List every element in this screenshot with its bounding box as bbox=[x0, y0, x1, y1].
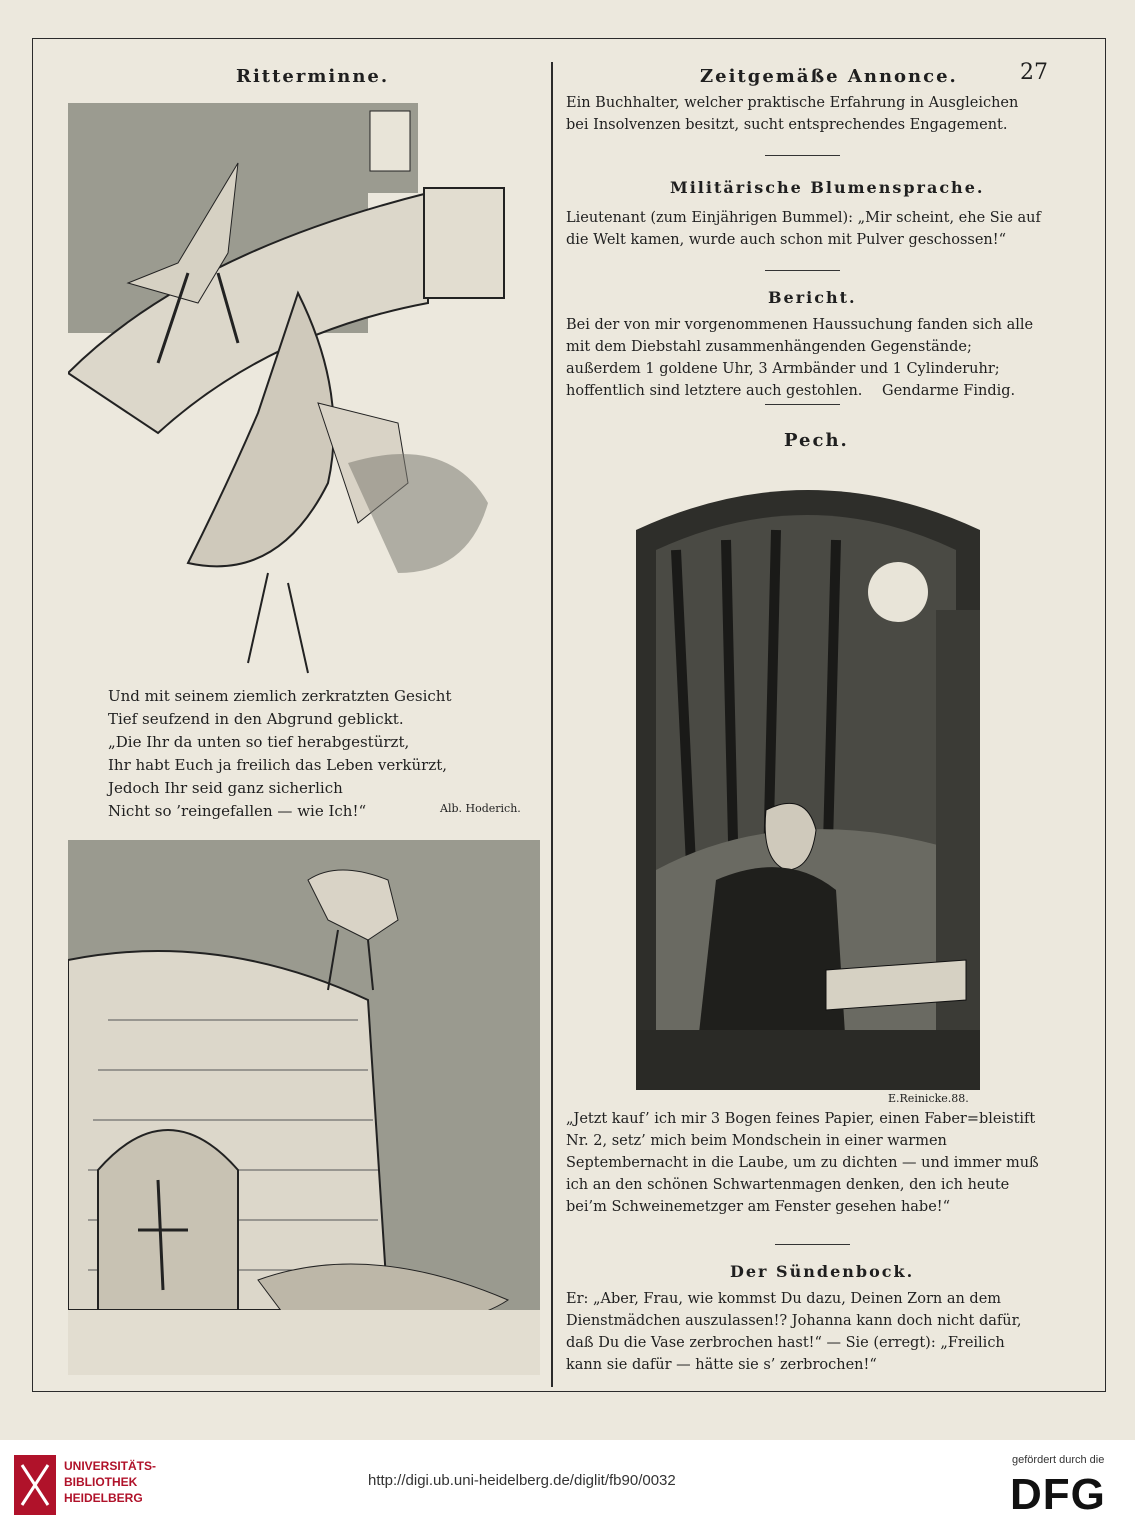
illustration-man-at-window bbox=[636, 470, 980, 1090]
bericht-title: Bericht. bbox=[768, 288, 857, 307]
dfg-logo: DFG bbox=[1010, 1470, 1106, 1519]
knight-falling-drawing bbox=[68, 103, 530, 678]
university-seal-icon bbox=[14, 1455, 56, 1515]
separator-rule bbox=[765, 155, 840, 156]
blumen-title: Militärische Blumensprache. bbox=[670, 178, 985, 197]
annonce-title: Zeitgemäße Annonce. bbox=[700, 66, 958, 87]
tower-wall-drawing bbox=[68, 840, 540, 1375]
library-name-line3: HEIDELBERG bbox=[64, 1491, 143, 1505]
man-at-window-drawing bbox=[636, 470, 980, 1090]
illustration-tower-wall bbox=[68, 840, 540, 1375]
separator-rule bbox=[765, 404, 840, 405]
source-url-link[interactable]: http://digi.ub.uni-heidelberg.de/diglit/fb90/0032 bbox=[368, 1472, 676, 1489]
separator-rule bbox=[775, 1244, 850, 1245]
verse-line: Ihr habt Euch ja freilich das Leben verkürzt, bbox=[108, 756, 448, 774]
blumen-text: Lieutenant (zum Einjährigen Bummel): „Mir scheint, ehe Sie auf die Welt kamen, wurde auch schon mit Pulver geschossen!“ bbox=[566, 210, 1041, 248]
verse-line: Jedoch Ihr seid ganz sicherlich bbox=[108, 779, 343, 797]
digitization-footer bbox=[0, 1440, 1135, 1531]
ritterminne-title: Ritterminne. bbox=[236, 66, 390, 87]
verse-line: Nicht so ’reingefallen — wie Ich!“ bbox=[108, 802, 367, 820]
pech-text: „Jetzt kauf’ ich mir 3 Bogen feines Papier, einen Faber=bleistift Nr. 2, setz’ mich beim Mondschein in einer warmen Septembernacht in die Laube, um zu dichten — und immer muß ich an den schönen Schwartenmagen denken, den ich heute bei’m Schweinemetzger am Fenster gesehen habe!“ bbox=[566, 1111, 1039, 1215]
library-name-line2: BIBLIOTHEK bbox=[64, 1475, 138, 1489]
pech-title: Pech. bbox=[784, 430, 849, 451]
annonce-text: Ein Buchhalter, welcher praktische Erfahrung in Ausgleichen bei Insolvenzen besitzt, sucht entsprechendes Engagement. bbox=[566, 95, 1019, 133]
suenden-title: Der Sündenbock. bbox=[730, 1262, 915, 1281]
bericht-text: Bei der von mir vorgenommenen Haussuchung fanden sich alle mit dem Diebstahl zusammenhängenden Gegenstände; außerdem 1 goldene Uhr, 3 Armbänder und 1 Cylinderuhr; hoffentlich sind letztere auch gestohlen. bbox=[566, 317, 1034, 399]
ritterminne-verse bbox=[108, 685, 451, 823]
verse-line: Tief seufzend in den Abgrund geblickt. bbox=[108, 710, 404, 728]
verse-line: „Die Ihr da unten so tief herabgestürzt, bbox=[108, 733, 410, 751]
separator-rule bbox=[765, 270, 840, 271]
library-name-line1: UNIVERSITÄTS- bbox=[64, 1459, 157, 1473]
pech-artist-signature: E.Reinicke.88. bbox=[888, 1092, 969, 1105]
suenden-text: Er: „Aber, Frau, wie kommst Du dazu, Deinen Zorn an dem Dienstmädchen auszulassen!? Johanna kann doch nicht dafür, daß Du die Vase zerbrochen hast!“ — Sie (erregt): „Freilich kann sie dafür — hätte sie s’ zerbrochen!“ bbox=[566, 1291, 1022, 1373]
illustration-knight-falling bbox=[68, 103, 530, 678]
verse-line: Und mit seinem ziemlich zerkratzten Gesicht bbox=[108, 687, 452, 705]
author-credit: Alb. Hoderich. bbox=[440, 802, 521, 815]
column-divider bbox=[551, 62, 553, 1387]
bericht-signature: Gendarme Findig. bbox=[882, 383, 1016, 399]
page-number: 27 bbox=[1020, 60, 1048, 85]
sponsor-label: gefördert durch die bbox=[1012, 1454, 1105, 1466]
